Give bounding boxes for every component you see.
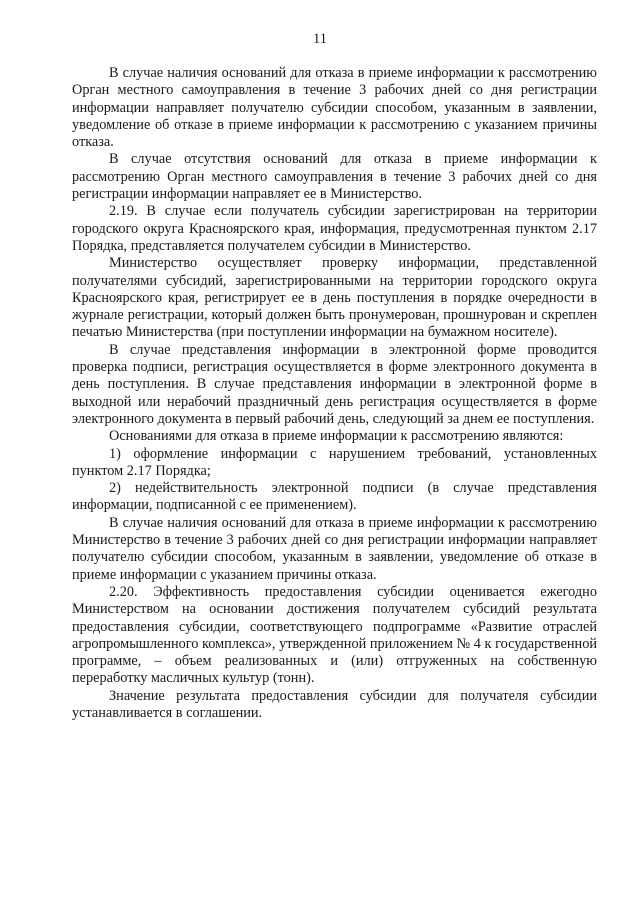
paragraph-ministry-verification: Министерство осуществляет проверку информации, представленной получателями субсидий, зарегистрированными на территории городского округа Красноярского края, регистрирует ее в день поступления в порядке очередности в журнале регистрации, который должен быть пронумерован, прошнурован и скреплен печатью Министерства (при поступлении информации на бумажном носителе). (72, 255, 597, 341)
page-number: 11 (313, 31, 327, 47)
paragraph-refusal-ground-1: 1) оформление информации с нарушением требований, установленных пунктом 2.17 Порядка; (72, 445, 597, 479)
document-body (72, 65, 597, 722)
paragraph-refusal-local-authority: В случае наличия оснований для отказа в приеме информации к рассмотрению Орган местного самоуправления в течение 3 рабочих дней со дня регистрации информации направляет получателю субсидии способом, указанным в заявлении, уведомление об отказе в приеме информации к рассмотрению с указанием причины отказа. (72, 65, 597, 151)
paragraph-electronic-form: В случае представления информации в электронной форме проводится проверка подписи, регистрация осуществляется в форме электронного документа в день поступления. В случае представления информации в электронной форме в выходной или нерабочий праздничный день регистрация осуществляется в форме электронного документа в первый рабочий день, следующий за днем ее поступления. (72, 341, 597, 427)
paragraph-refusal-ministry: В случае наличия оснований для отказа в приеме информации к рассмотрению Министерство в течение 3 рабочих дней со дня регистрации информации направляет получателю субсидии способом, указанным в заявлении, уведомление об отказе в приеме информации с указанием причины отказа. (72, 514, 597, 583)
paragraph-refusal-ground-2: 2) недействительность электронной подписи (в случае представления информации, подписанной с ее применением). (72, 480, 597, 514)
paragraph-no-refusal-local-authority: В случае отсутствия оснований для отказа в приеме информации к рассмотрению Орган местного самоуправления в течение 3 рабочих дней со дня регистрации информации направляет ее в Министерство. (72, 151, 597, 203)
paragraph-2-20: 2.20. Эффективность предоставления субсидии оценивается ежегодно Министерством на основании достижения получателем субсидий результата предоставления субсидии, соответствующего подпрограмме «Развитие отраслей агропромышленного комплекса», утвержденной приложением № 4 к государственной программе, – объем реализованных и (или) отгруженных на собственную переработку масличных культур (тонн). (72, 583, 597, 687)
paragraph-refusal-grounds: Основаниями для отказа в приеме информации к рассмотрению являются: (109, 428, 564, 445)
paragraph-result-value: Значение результата предоставления субсидии для получателя субсидии устанавливается в соглашении. (72, 687, 597, 721)
paragraph-2-19: 2.19. В случае если получатель субсидии зарегистрирован на территории городского округа Красноярского края, информация, предусмотренная пунктом 2.17 Порядка, представляется получателем субсидии в Министерство. (72, 203, 597, 254)
